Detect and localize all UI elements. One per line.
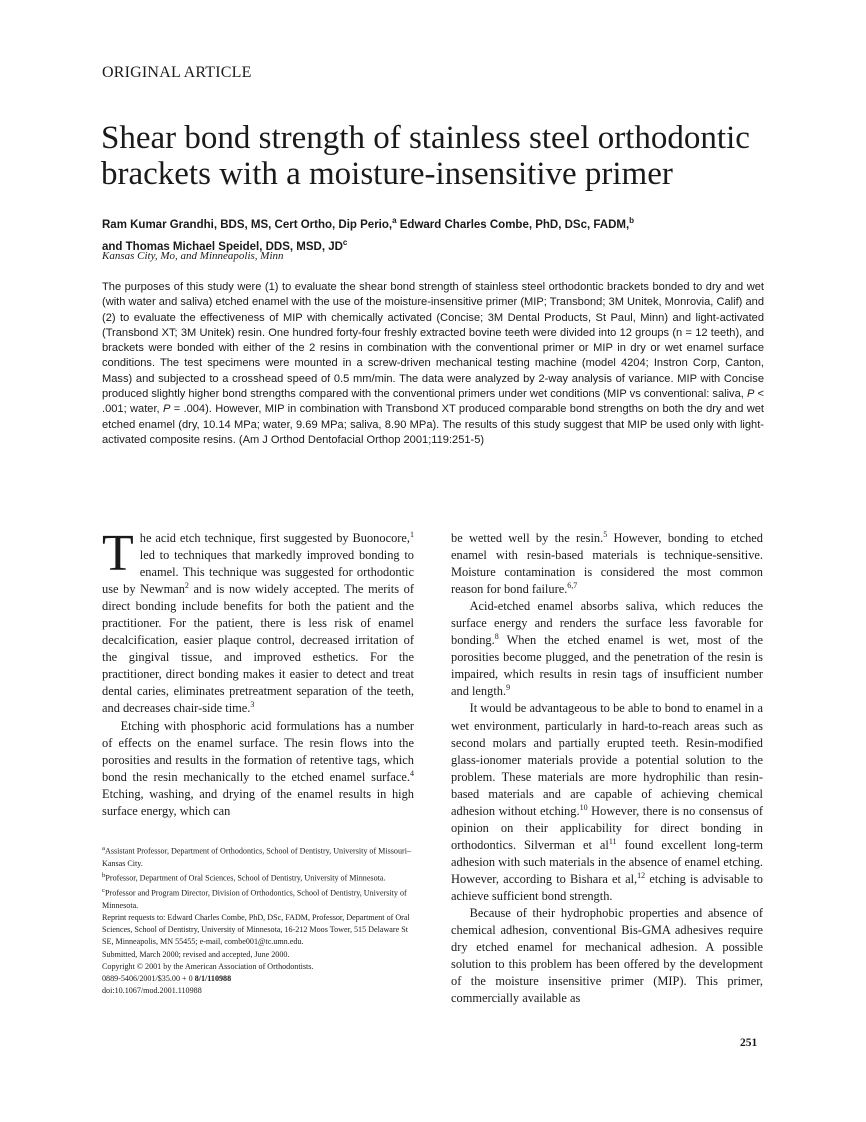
citation: 1 [410, 529, 414, 539]
citation: 11 [608, 836, 617, 846]
abstract-text: The purposes of this study were (1) to evaluate the shear bond strength of stainless steel orthodontic brackets bonded to dry and wet (with water and saliva) etched enamel with the use of the moisture-insensitive primer (MIP; Transbond; 3M Unitek, Monrovia, Calif) and (2) to evaluate the effectiveness of MIP with chemically activated (Concise; 3M Dental Products, St Paul, Minn) and light-activated (Transbond XT; 3M Unitek) resin. One hundred forty-four freshly extracted bovine teeth were divided into 12 groups (n = 12 teeth), and brackets were bonded with either of the 2 resins in combination with the conventional primer or MIP in dry or wet enamel surface conditions. The test specimens were mounted in a screw-driven mechanical testing machine (model 4204; Instron Corp, Canton, Mass) and subjected to a crosshead speed of 0.5 mm/min. The data were analyzed by 2-way analysis of variance. MIP with Concise produced slightly higher bond strengths compared with the conventional primers under wet conditions (MIP vs conventional: saliva, [102, 281, 764, 401]
body-paragraph [102, 525, 414, 718]
body-paragraph [451, 530, 763, 598]
author-affil-mark: b [629, 216, 635, 225]
body-text: he acid etch technique, first suggested by Buonocore, [139, 531, 410, 545]
body-paragraph [451, 598, 763, 700]
body-text: However, there is no consensus of opinion on their applicability for direct bonding in orthodontics. Silverman et al [451, 803, 763, 852]
citation: 12 [637, 870, 646, 880]
footnotes [102, 843, 414, 998]
body-text: and is now widely accepted. The merits of direct bonding include benefits for both the patient and the practitioner. For the patient, there is less risk of enamel decalcification, easier plaque control, decreased irritation of the gingival tissue, and improved esthetics. For the practitioner, direct bonding makes it easier to detect and treat dental caries, eliminates pretreatment separation of the teeth, and decreases chair-side time. [102, 582, 414, 716]
footnote-text: Assistant Professor, Department of Orthodontics, School of Dentistry, University of Missouri–Kansas City. [102, 846, 412, 868]
page-number: 251 [740, 1037, 758, 1049]
body-paragraph: Because of their hydrophobic properties and absence of chemical adhesion, conventional Bis-GMA adhesives require dry etched enamel for mechanical adhesion. A possible solution to this problem has been offered by the development of the moisture insensitive primer (MIP). This primer, commercially available as [451, 906, 763, 1006]
body-text: It would be advantageous to be able to bond to enamel in a wet environment, particularly in hard-to-reach areas such as second molars and partially erupted teeth. Resin-modified glass-ionomer materials provide a potential solution to the problem. These materials are more hydrophilic than resin-based materials and are capable of achieving chemical adhesion without etching. [451, 701, 763, 818]
author-grandhi: Ram Kumar Grandhi, BDS, MS, Cert Ortho, Dip Perio, [102, 218, 393, 231]
author-affil-mark: c [342, 237, 348, 247]
issn-text: 0889-5406/2001/$35.00 + 0 [102, 974, 195, 984]
body-text: Etching with phosphoric acid formulations has a number of effects on the enamel surface. The resin flows into the porosities and results in the formation of retentive tags, which bond the resin mechanically to the etched enamel surface. [102, 718, 414, 784]
author-location: Kansas City, Mo, and Minneapolis, Minn [102, 250, 284, 262]
section-label: ORIGINAL ARTICLE [102, 64, 252, 81]
citation: 4 [410, 768, 414, 778]
footnote-submitted: Submitted, March 2000; revised and accepted, June 2000. [102, 949, 290, 959]
body-text: be wetted well by the resin. [451, 531, 604, 545]
author-affil-mark: a [392, 216, 397, 225]
citation: 10 [579, 802, 588, 812]
citation: 3 [250, 700, 255, 710]
footnote-affiliation-b [102, 870, 414, 885]
issn-code: 8/1/110988 [194, 974, 232, 984]
footnote-mark: a [102, 845, 105, 852]
body-text: When the etched enamel is wet, most of the porosities become plugged, and the penetration of the resin is impaired, which results in resin tags of insufficient number and length. [451, 633, 763, 699]
body-column-right [451, 530, 763, 1007]
body-text: Etching, washing, and drying of the enamel results in high surface energy, which can [102, 786, 414, 818]
footnote-affiliation-a [102, 843, 414, 870]
citation: 2 [184, 581, 189, 591]
body-text: led to techniques that markedly improved bonding to enamel. This technique was suggested for orthodontic use by Newman [102, 548, 414, 597]
footnote-mark: b [102, 872, 106, 880]
body-text: found excellent long-term adhesion with such materials in the absence of enamel etching. However, according to Bishara et al, [451, 837, 764, 886]
body-paragraph [102, 718, 414, 820]
drop-cap: T [102, 525, 134, 582]
citation: 6,7 [567, 581, 578, 591]
footnote-affiliation-c [102, 885, 414, 912]
footnote-text: Professor and Program Director, Division of Orthodontics, School of Dentistry, University of Minnesota. [102, 888, 407, 910]
body-text: Acid-etched enamel absorbs saliva, which reduces the surface energy and renders the surface less favorable for bonding. [451, 599, 763, 648]
abstract-text: = .004). However, MIP in combination with Transbond XT produced comparable bond strengths on both the dry and wet etched enamel (dry, 10.14 MPa; water, 9.69 MPa; saliva, 8.90 MPa). The results of this study suggest that MIP be used only with light-activated composite resins. (Am J Orthod Dentofacial Orthop 2001;119:251-5) [102, 403, 764, 446]
footnote-reprint: Reprint requests to: Edward Charles Combe, PhD, DSc, FADM, Professor, Department of Oral Sciences, School of Dentistry, University of Minnesota, 16-212 Moos Tower, 515 Delaware St SE, Minneapolis, MN 55455; e-mail, combe001@tc.umn.edu. [102, 913, 410, 947]
body-paragraph [451, 700, 763, 905]
footnote-copyright: Copyright © 2001 by the American Association of Orthodontists. [102, 961, 314, 971]
citation: 9 [506, 683, 511, 693]
footnote-mark: c [102, 886, 105, 894]
body-text: However, bonding to etched enamel with resin-based materials is technique-sensitive. Moisture contamination is considered the most common reason for bond failure. [451, 531, 763, 597]
abstract-text: < .001; water, [102, 388, 764, 416]
author-combe: Edward Charles Combe, PhD, DSc, FADM, [396, 218, 630, 231]
abstract-p-symbol: P [162, 403, 171, 416]
footnote-text: Professor, Department of Oral Sciences, School of Dentistry, University of Minnesota. [105, 873, 386, 883]
author-speidel: and Thomas Michael Speidel, DDS, MSD, JD [102, 240, 343, 253]
abstract [102, 280, 764, 448]
citation: 5 [603, 529, 608, 539]
body-column-left [102, 525, 414, 820]
footnote-issn [102, 973, 414, 985]
abstract-p-symbol: P [746, 388, 755, 401]
citation: 8 [494, 632, 499, 642]
footnote-doi: doi:10.1067/mod.2001.110988 [102, 986, 202, 996]
article-title: Shear bond strength of stainless steel orthodontic brackets with a moisture-insensitive primer [101, 120, 750, 192]
body-text: etching is advisable to achieve sufficient bond strength. [451, 871, 763, 903]
